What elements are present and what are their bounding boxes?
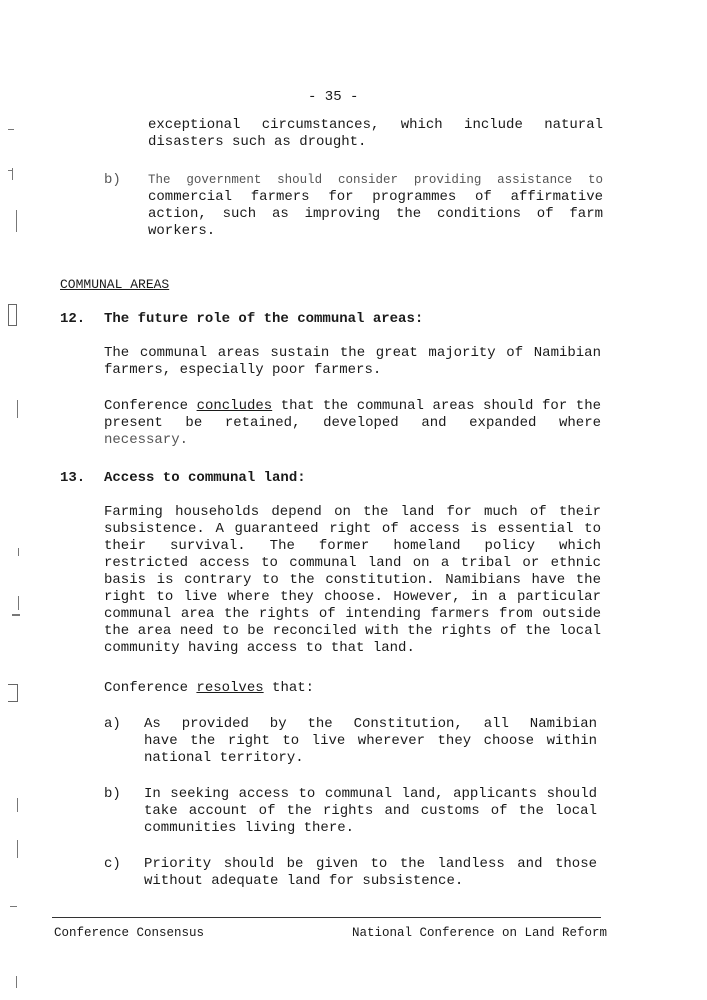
item-b-top-text	[148, 172, 603, 240]
item-b-top-label: b)	[104, 172, 121, 188]
item-12-p1-line-2: farmers, especially poor farmers.	[104, 362, 382, 378]
scan-mark	[12, 168, 13, 180]
item-b-top-line-1: The government should consider providing assistance to	[148, 173, 603, 187]
item-12-p1-line-1: The communal areas sustain the great majority of Namibian	[104, 345, 601, 361]
resolves-keyword: resolves	[196, 680, 264, 696]
item-13-p1-line-2: subsistence. A guaranteed right of access is essential to	[104, 521, 601, 537]
footer-right: National Conference on Land Reform	[352, 926, 608, 940]
item-13-b-label: b)	[104, 786, 121, 802]
item-12-title: The future role of the communal areas:	[104, 311, 424, 327]
item-13-p1-line-6: right to live where they choose. However, in a particular	[104, 589, 601, 605]
item-13-p1-line-4: restricted access to communal land on a tribal or ethnic	[104, 555, 601, 571]
item-13-p1-line-1: Farming households depend on the land for much of their	[104, 504, 601, 520]
item-13-a-line-2: have the right to live wherever they choose within	[144, 733, 597, 749]
item-12-p2-line-3: necessary.	[104, 432, 189, 448]
intro-line-2: disasters such as drought.	[148, 134, 367, 150]
footer-rule	[52, 917, 601, 918]
item-13-title: Access to communal land:	[104, 470, 306, 486]
item-12-paragraph-1	[104, 345, 601, 379]
item-13-c-text	[144, 856, 597, 890]
item-13-p1-line-9: community having access to that land.	[104, 640, 415, 656]
item-13-b-line-2: take account of the rights and customs of the local	[144, 803, 597, 819]
scan-mark	[8, 170, 12, 171]
item-b-top-line-3: action, such as improving the conditions of farm	[148, 206, 603, 222]
item-12-number: 12.	[60, 311, 86, 327]
item-12-p2-line-1: Conference concludes that the communal areas should for the	[104, 398, 601, 414]
item-13-p1-line-8: the area need to be reconciled with the rights of the local	[104, 623, 601, 639]
scan-mark	[16, 210, 17, 232]
item-13-b-text	[144, 786, 597, 837]
scan-mark	[17, 840, 18, 858]
item-13-c-label: c)	[104, 856, 121, 872]
intro-line-1: exceptional circumstances, which include natural	[148, 117, 603, 133]
section-heading: COMMUNAL AREAS	[60, 277, 170, 292]
intro-paragraph	[148, 117, 603, 151]
item-13-c-line-2: without adequate land for subsistence.	[144, 873, 464, 889]
scan-mark	[18, 548, 19, 556]
scan-bracket	[8, 684, 18, 702]
item-12-paragraph-2	[104, 398, 601, 449]
scan-mark	[16, 976, 17, 988]
item-13-b-line-3: communities living there.	[144, 820, 355, 836]
item-13-p1-line-5: basis is contrary to the constitution. Namibians have the	[104, 572, 601, 588]
item-13-a-line-1: As provided by the Constitution, all Namibian	[144, 716, 597, 732]
footer-left: Conference Consensus	[54, 926, 205, 940]
scan-mark	[8, 129, 14, 130]
item-13-number: 13.	[60, 470, 86, 486]
item-12-p2-line-2: present be retained, developed and expanded where	[104, 415, 601, 431]
item-b-top-line-4: workers.	[148, 223, 216, 239]
scan-bracket	[8, 304, 17, 326]
scan-mark	[18, 596, 19, 610]
page-number: - 35 -	[308, 89, 359, 105]
resolves-line: Conference resolves that:	[104, 680, 315, 696]
scan-mark	[17, 400, 18, 418]
item-13-p1-line-7: communal area the rights of intending farmers from outside	[104, 606, 601, 622]
item-13-p1-line-3: their survival. The former homeland policy which	[104, 538, 601, 554]
item-13-b-line-1: In seeking access to communal land, applicants should	[144, 786, 597, 802]
scan-mark	[10, 906, 17, 907]
item-13-paragraph-1	[104, 504, 601, 657]
item-13-a-label: a)	[104, 716, 121, 732]
concludes-keyword: concludes	[196, 398, 273, 414]
scan-mark	[17, 798, 18, 812]
item-13-a-text	[144, 716, 597, 767]
item-13-c-line-1: Priority should be given to the landless and those	[144, 856, 597, 872]
scan-mark	[12, 614, 20, 616]
item-13-a-line-3: national territory.	[144, 750, 304, 766]
item-b-top-line-2: commercial farmers for programmes of affirmative	[148, 189, 603, 205]
